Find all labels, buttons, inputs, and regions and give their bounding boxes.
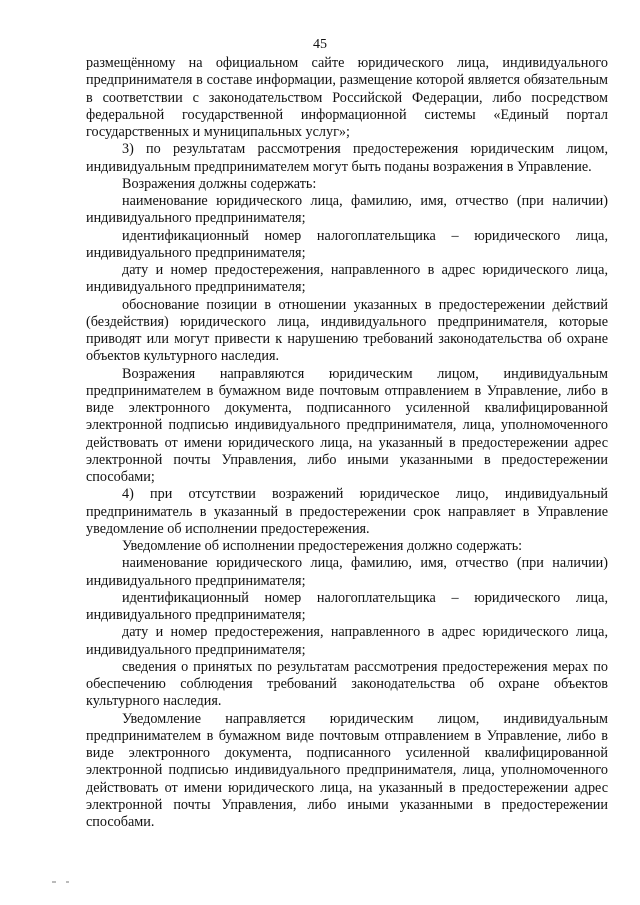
- paragraph: дату и номер предостережения, направленного в адрес юридического лица, индивидуального предпринимателя;: [86, 624, 608, 658]
- paragraph: идентификационный номер налогоплательщика – юридического лица, индивидуального предпринимателя;: [86, 589, 608, 623]
- scan-speck: [66, 881, 69, 883]
- paragraph: идентификационный номер налогоплательщика – юридического лица, индивидуального предпринимателя;: [86, 227, 608, 261]
- scan-speck: [52, 881, 56, 883]
- paragraph: Уведомление направляется юридическим лицом, индивидуальным предпринимателем в бумажном виде почтовым отправлением в Управление, либо в виде электронного документа, подписанного усиленной квалифицированной электронной подписью индивидуального предпринимателя, лица, уполномоченного действовать от имени юридического лица, на указанный в предостережении адрес электронной почты Управления, либо иными указанными в предостережении способами.: [86, 710, 608, 830]
- paragraph: 3) по результатам рассмотрения предостережения юридическим лицом, индивидуальным предпринимателем могут быть поданы возражения в Управление.: [86, 141, 608, 175]
- paragraph: размещённому на официальном сайте юридического лица, индивидуального предпринимателя в составе информации, размещение которой является обязательным в соответствии с законодательством Российской Федерации, либо посредством федеральной государственной информационной системы «Единый портал государственных и муниципальных услуг»;: [86, 55, 608, 140]
- page-number: 45: [313, 37, 327, 52]
- paragraph: Возражения направляются юридическим лицом, индивидуальным предпринимателем в бумажном виде почтовым отправлением в Управление, либо в виде электронного документа, подписанного усиленной квалифицированной электронной подписью индивидуального предпринимателя, лица, уполномоченного действовать от имени юридического лица, на указанный в предостережении адрес электронной почты Управления, либо иными указанными в предостережении способами;: [86, 365, 608, 485]
- paragraph: сведения о принятых по результатам рассмотрения предостережения мерах по обеспечению соблюдения требований законодательства об охране объектов культурного наследия.: [86, 658, 608, 710]
- paragraph: Возражения должны содержать:: [122, 175, 317, 192]
- paragraph: наименование юридического лица, фамилию, имя, отчество (при наличии) индивидуального предпринимателя;: [86, 555, 608, 589]
- document-body: [86, 55, 608, 831]
- paragraph: Уведомление об исполнении предостережения должно содержать:: [122, 538, 523, 554]
- paragraph: обоснование позиции в отношении указанных в предостережении действий (бездействия) юридического лица, индивидуального предпринимателя, которые приводят или могут привести к нарушению требований законодательства об охране объектов культурного наследия.: [86, 296, 608, 365]
- paragraph: наименование юридического лица, фамилию, имя, отчество (при наличии) индивидуального предпринимателя;: [86, 193, 608, 227]
- paragraph: дату и номер предостережения, направленного в адрес юридического лица, индивидуального предпринимателя;: [86, 262, 608, 296]
- paragraph: 4) при отсутствии возражений юридическое лицо, индивидуальный предприниматель в указанный в предостережении срок направляет в Управление уведомление об исполнении предостережения.: [86, 486, 608, 537]
